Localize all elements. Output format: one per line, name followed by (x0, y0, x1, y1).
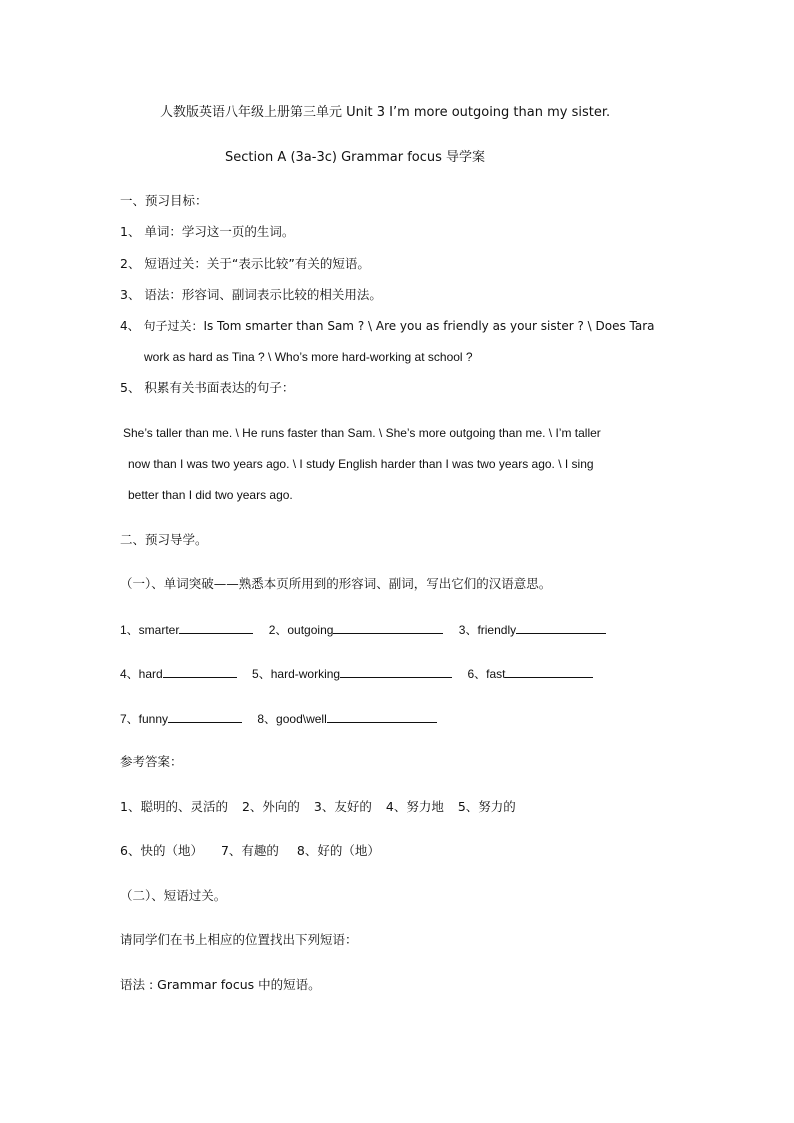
part1-heading: （一）、单词突破——熟悉本页所用到的形容词、副词，写出它们的汉语意思。 (120, 576, 552, 591)
part2-grammar: 语法 : Grammar focus 中的短语。 (120, 977, 321, 992)
answer-blank-7[interactable] (168, 709, 242, 723)
objective-4: 4、 句子过关：Is Tom smarter than Sam ? \ Are you as friendly as your sister ? \ Does Tara (120, 319, 655, 333)
answer-8: 8、好的（地） (296, 843, 380, 858)
objective-2: 2、 短语过关：关于“表示比较”有关的短语。 (120, 256, 370, 271)
answer-4: 4、努力地 (385, 799, 444, 814)
vocab-row-1 (120, 620, 618, 639)
title-line-1: 人教版英语八年级上册第三单元 Unit 3 I’m more outgoing than my sister. (160, 105, 611, 120)
vocab-item-4: 4、hard (120, 667, 163, 681)
answer-blank-8[interactable] (327, 709, 437, 723)
vocab-item-7: 7、funny (120, 712, 169, 726)
objective-4-continued: work as hard as Tina ? \ Who’s more hard-working at school ? (144, 350, 473, 364)
vocab-row-3 (120, 709, 449, 728)
part2-heading: （二）、短语过关。 (120, 888, 227, 903)
vocab-item-3: 3、friendly (458, 623, 517, 637)
vocab-item-8: 8、good\well (257, 712, 327, 726)
answer-blank-2[interactable] (333, 620, 443, 634)
answer-1: 1、聪明的、灵活的 (120, 799, 228, 814)
answer-blank-4[interactable] (163, 664, 237, 678)
answers-row-1 (120, 798, 516, 816)
sample-sentences-line-3: better than I did two years ago. (128, 488, 293, 502)
objective-3: 3、 语法：形容词、副词表示比较的相关用法。 (120, 287, 382, 302)
answer-3: 3、友好的 (313, 799, 372, 814)
answer-2: 2、外向的 (241, 799, 300, 814)
answer-7: 7、有趣的 (220, 843, 279, 858)
sample-sentences-line-1: She’s taller than me. \ He runs faster than Sam. \ She’s more outgoing than me. \ I’m taller (123, 426, 601, 440)
answers-row-2 (120, 842, 380, 860)
vocab-row-2 (120, 664, 605, 683)
part2-instruction: 请同学们在书上相应的位置找出下列短语： (120, 932, 358, 947)
answer-blank-6[interactable] (505, 664, 593, 678)
title-line-2: Section A (3a-3c) Grammar focus 导学案 (225, 150, 486, 165)
answer-5: 5、努力的 (457, 799, 516, 814)
vocab-item-5: 5、hard-working (252, 667, 341, 681)
answer-blank-3[interactable] (516, 620, 606, 634)
objective-1: 1、 单词：学习这一页的生词。 (120, 224, 295, 239)
answer-blank-5[interactable] (340, 664, 452, 678)
section1-heading: 一、预习目标： (120, 193, 208, 208)
vocab-item-1: 1、smarter (120, 623, 180, 637)
answer-blank-1[interactable] (179, 620, 253, 634)
vocab-item-2: 2、outgoing (268, 623, 334, 637)
answers-heading: 参考答案： (120, 754, 183, 769)
sample-sentences-line-2: now than I was two years ago. \ I study English harder than I was two years ago. \ I sing (128, 457, 594, 471)
section2-heading: 二、预习导学。 (120, 532, 208, 547)
vocab-item-6: 6、fast (467, 667, 506, 681)
objective-5: 5、 积累有关书面表达的句子： (120, 380, 295, 395)
answer-6: 6、快的（地） (120, 843, 203, 858)
